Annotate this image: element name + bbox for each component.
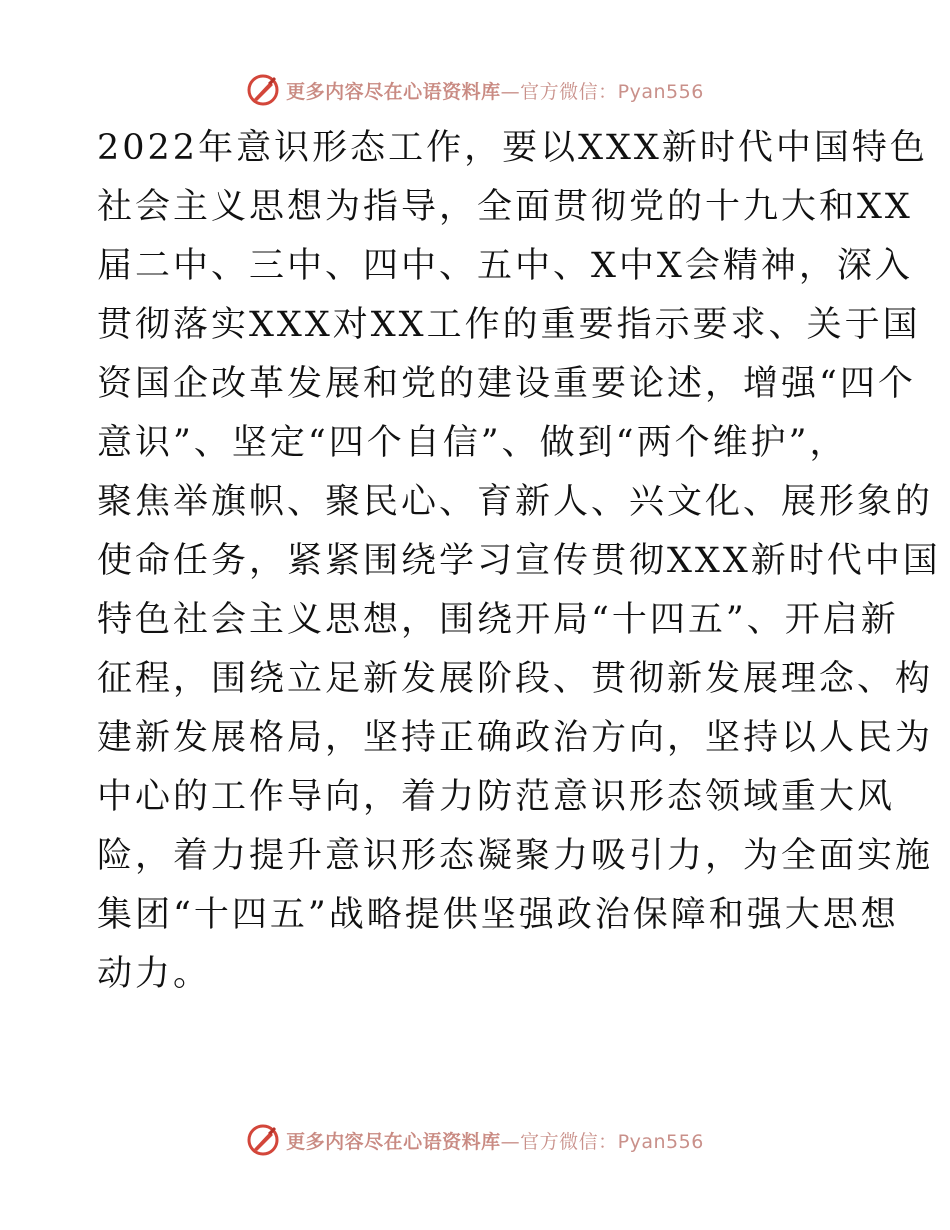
text-line: 中心的工作导向，着力防范意识形态领域重大风 bbox=[97, 777, 896, 817]
text-line: 意识”、坚定“四个自信”、做到“两个维护”， bbox=[97, 423, 848, 463]
text-line: 动力。 bbox=[97, 954, 212, 994]
text-line: 聚焦举旗帜、聚民心、育新人、兴文化、展形象的 bbox=[97, 482, 934, 522]
watermark-text: 更多内容尽在心语资料库—官方微信：Pyan556 bbox=[286, 1130, 704, 1153]
quill-logo-icon bbox=[246, 1123, 280, 1157]
text-line: 届二中、三中、四中、五中、X中X会精神，深入 bbox=[97, 246, 913, 286]
footer-watermark bbox=[0, 1120, 950, 1160]
text-line: 2022年意识形态工作，要以XXX新时代中国特色 bbox=[97, 128, 928, 168]
text-line: 征程，围绕立足新发展阶段、贯彻新发展理念、构 bbox=[97, 659, 934, 699]
text-line: 社会主义思想为指导，全面贯彻党的十九大和XX bbox=[97, 187, 913, 227]
text-line: 集团“十四五”战略提供坚强政治保障和强大思想 bbox=[97, 895, 899, 935]
text-line: 使命任务，紧紧围绕学习宣传贯彻XXX新时代中国 bbox=[97, 541, 941, 581]
watermark-text: 更多内容尽在心语资料库—官方微信：Pyan556 bbox=[286, 80, 704, 103]
text-line: 建新发展格局，坚持正确政治方向，坚持以人民为 bbox=[97, 718, 934, 758]
text-line: 特色社会主义思想，围绕开局“十四五”、开启新 bbox=[97, 600, 899, 640]
text-line: 贯彻落实XXX对XX工作的重要指示要求、关于国 bbox=[97, 305, 921, 345]
text-line: 资国企改革发展和党的建设重要论述，增强“四个 bbox=[97, 364, 916, 404]
text-line: 险，着力提升意识形态凝聚力吸引力，为全面实施 bbox=[97, 836, 934, 876]
quill-logo-icon bbox=[246, 73, 280, 107]
header-watermark bbox=[0, 70, 950, 110]
